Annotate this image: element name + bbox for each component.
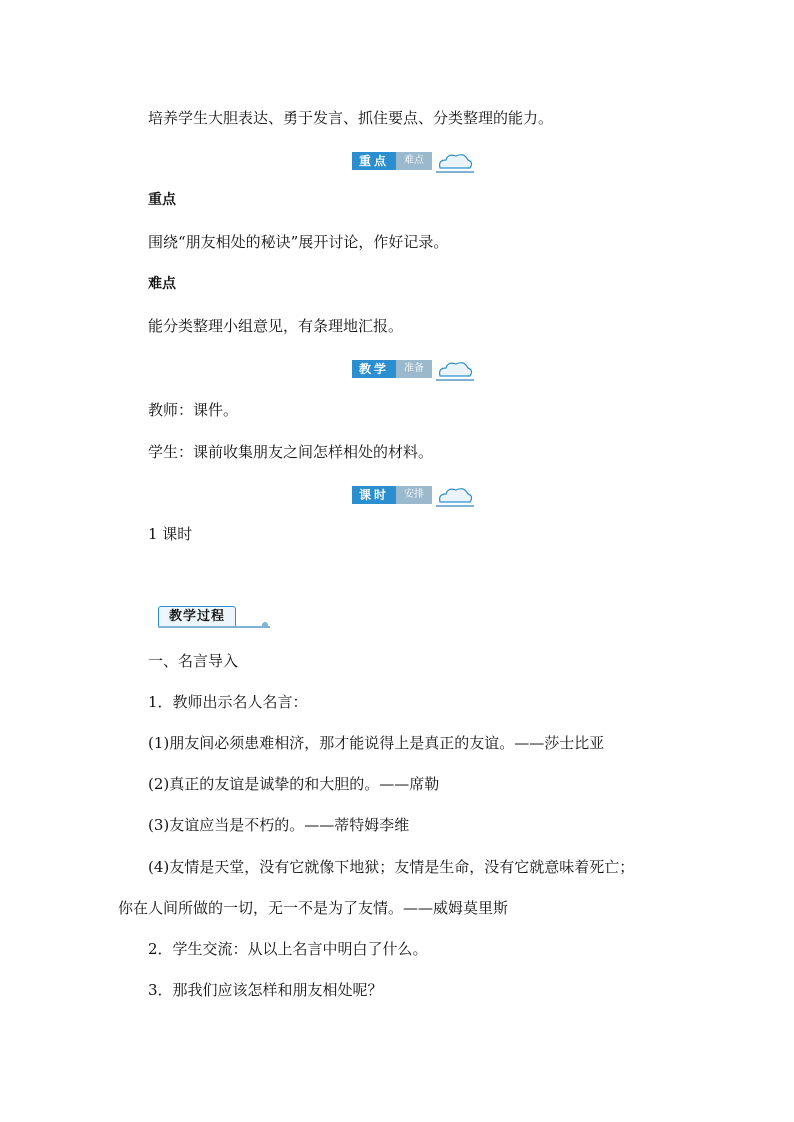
banner-sub-label: 难点 (396, 152, 432, 170)
quote-one: (1)朋友间必须患难相济，那才能说得上是真正的友谊。——莎士比亚 (148, 734, 605, 752)
difficult-text: 能分类整理小组意见，有条理地汇报。 (148, 317, 404, 335)
item-one: 1．教师出示名人名言： (148, 693, 308, 711)
process-underline (158, 626, 270, 628)
difficult-heading: 难点 (148, 276, 176, 292)
banner-teaching-prep (352, 358, 476, 382)
class-hours-text: 1 课时 (148, 525, 193, 543)
quote-three: (3)友谊应当是不朽的。——蒂特姆李维 (148, 816, 410, 834)
quote-four-line2: 你在人间所做的一切，无一不是为了友情。——威姆莫里斯 (118, 899, 509, 917)
banner-key-difficult (352, 150, 476, 174)
teaching-process-label (158, 606, 270, 628)
teacher-prep-text: 教师：课件。 (148, 401, 239, 419)
banner-main-label: 重点 (352, 152, 396, 170)
banner-sub-label: 准备 (396, 360, 432, 378)
cloud-icon (436, 150, 474, 174)
process-dot (262, 622, 268, 628)
banner-main-label: 教学 (352, 360, 396, 378)
step-one-heading: 一、名言导入 (148, 652, 239, 670)
cloud-icon (436, 484, 474, 508)
cloud-icon (436, 358, 474, 382)
item-two: 2．学生交流：从以上名言中明白了什么。 (148, 940, 428, 958)
item-three: 3．那我们应该怎样和朋友相处呢？ (148, 981, 383, 999)
banner-sub-label: 安排 (396, 486, 432, 504)
intro-text: 培养学生大胆表达、勇于发言、抓住要点、分类整理的能力。 (148, 109, 554, 127)
quote-four-line1: (4)友情是天堂，没有它就像下地狱；友情是生命，没有它就意味着死亡； (148, 858, 635, 876)
key-text: 围绕“朋友相处的秘诀”展开讨论，作好记录。 (148, 233, 449, 251)
banner-class-hours (352, 484, 476, 508)
process-label-text: 教学过程 (158, 606, 236, 628)
student-prep-text: 学生：课前收集朋友之间怎样相处的材料。 (148, 443, 434, 461)
banner-main-label: 课时 (352, 486, 396, 504)
key-heading: 重点 (148, 192, 176, 208)
quote-two: (2)真正的友谊是诚挚的和大胆的。——席勒 (148, 775, 440, 793)
